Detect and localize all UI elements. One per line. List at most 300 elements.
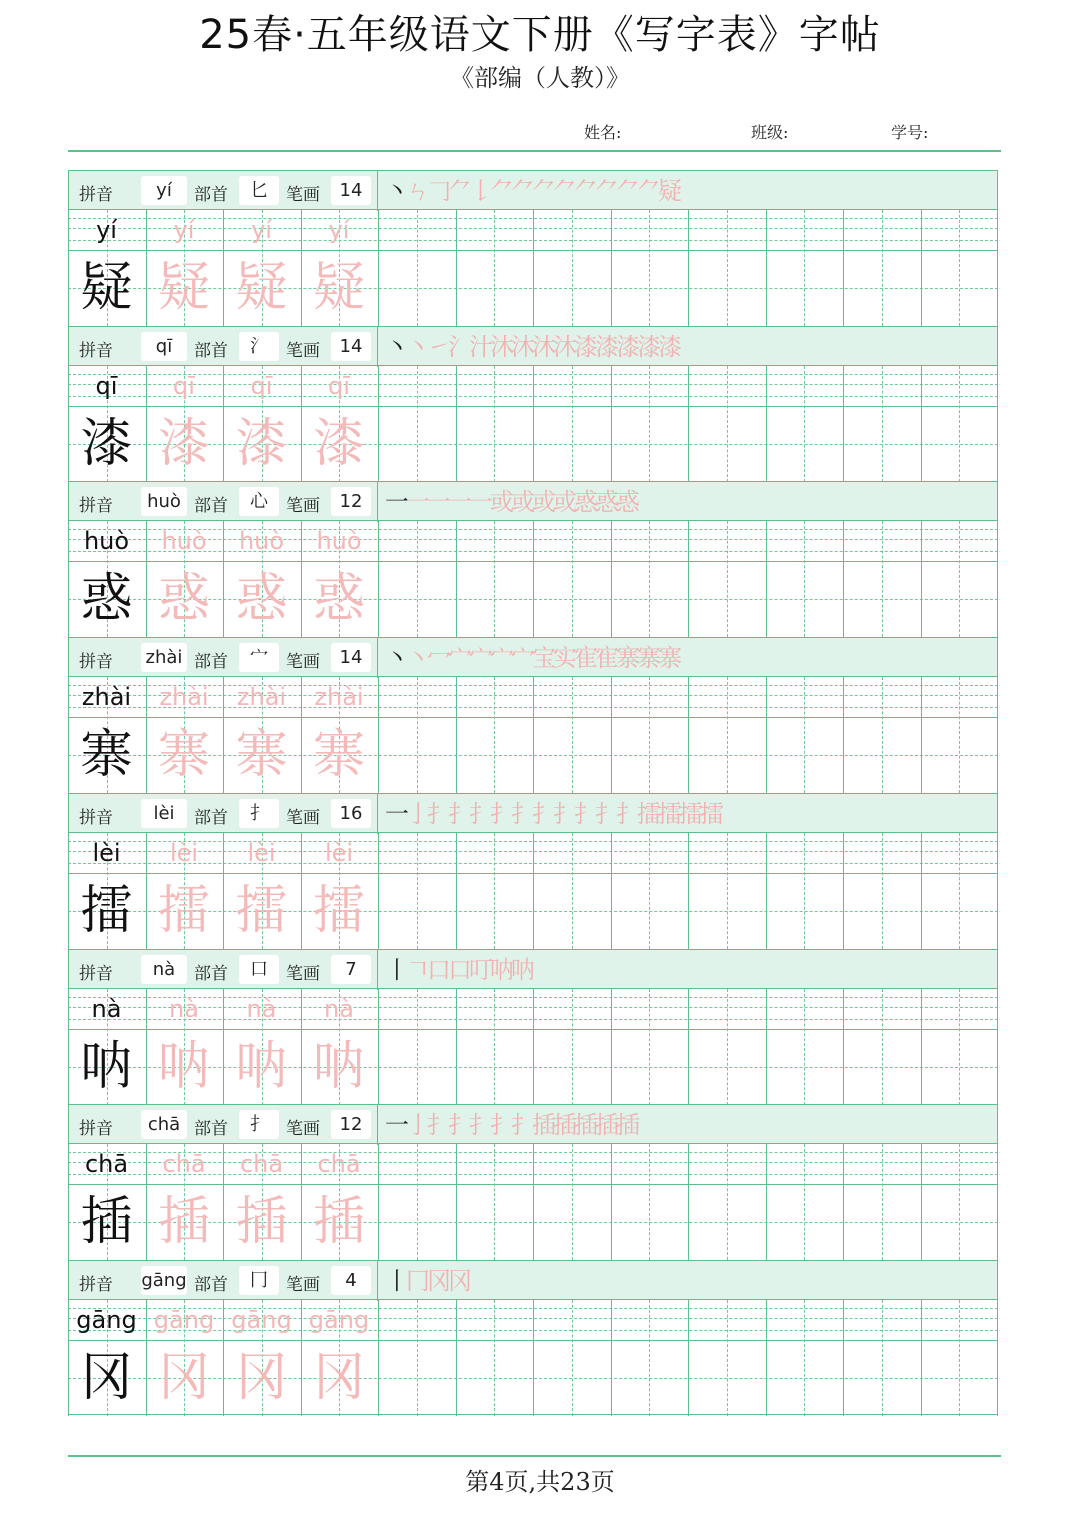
pinyin-value: lèi <box>141 799 187 828</box>
pinyin-model: zhài <box>81 683 132 712</box>
stroke-step: 或 <box>511 488 532 517</box>
writing-cell[interactable] <box>688 717 766 793</box>
character-trace: 疑 <box>312 258 365 318</box>
writing-cell[interactable] <box>766 873 844 949</box>
stroke-step: 寨 <box>658 644 679 673</box>
character-model: 冈 <box>80 1347 133 1408</box>
writing-cell[interactable] <box>921 250 999 326</box>
stroke-step: 𠃌 <box>427 177 448 205</box>
strokes-label: 笔画 <box>286 1274 320 1295</box>
writing-cell[interactable] <box>843 1029 921 1105</box>
writing-cell[interactable] <box>611 561 689 637</box>
character-model: 寨 <box>80 725 133 786</box>
writing-cell[interactable] <box>688 873 766 949</box>
stroke-step: 丶 <box>385 332 406 361</box>
stroke-step: 一 <box>385 488 406 517</box>
pinyin-label: 拼音 <box>79 963 113 984</box>
stroke-step: 插 <box>595 1111 616 1140</box>
page-title: 25春·五年级语文下册《写字表》字帖 <box>199 12 881 58</box>
stroke-step: 寨 <box>637 644 658 673</box>
strokes-label: 笔画 <box>286 340 320 361</box>
character-trace: 插 <box>312 1192 365 1253</box>
strokes-value: 12 <box>331 1110 371 1139</box>
stroke-step: 沐 <box>553 332 574 361</box>
character-trace: 寨 <box>312 725 365 786</box>
pinyin-trace: huò <box>161 527 207 556</box>
character-trace: 漆 <box>235 413 288 474</box>
stroke-step: 一 <box>427 488 448 517</box>
character-model: 呐 <box>80 1036 133 1097</box>
stroke-step: 宀 <box>490 644 511 673</box>
stroke-step: 扌 <box>448 1111 469 1140</box>
character-trace: 寨 <box>157 725 210 786</box>
radical-value: 宀 <box>239 643 279 672</box>
writing-cell[interactable] <box>456 406 534 482</box>
stroke-step: 寉 <box>595 644 616 673</box>
writing-cell[interactable] <box>456 1029 534 1105</box>
writing-cell[interactable] <box>921 561 999 637</box>
stroke-step: 一 <box>385 799 406 828</box>
writing-cell[interactable] <box>533 406 611 482</box>
radical-value: 心 <box>239 487 279 516</box>
character-trace: 漆 <box>312 413 365 474</box>
bottom-divider <box>68 1455 1001 1457</box>
writing-cell[interactable] <box>688 1029 766 1105</box>
character-model: 插 <box>80 1192 133 1253</box>
writing-cell[interactable] <box>611 406 689 482</box>
pinyin-model: qī <box>95 371 118 400</box>
writing-cell[interactable] <box>921 1340 999 1416</box>
stroke-order <box>385 1108 637 1142</box>
writing-cell[interactable] <box>688 406 766 482</box>
writing-cell[interactable] <box>378 250 456 326</box>
writing-cell[interactable] <box>766 406 844 482</box>
char-row <box>68 637 998 793</box>
radical-label: 部首 <box>194 1119 228 1140</box>
pinyin-trace: chā <box>162 1150 206 1179</box>
stroke-step: ㇀ <box>427 332 448 361</box>
pinyin-model: chā <box>84 1150 129 1179</box>
stroke-step: 漆 <box>595 332 616 361</box>
stroke-step: ⺈ <box>448 177 469 205</box>
stroke-step: 惑 <box>595 488 616 517</box>
writing-cell[interactable] <box>456 1340 534 1416</box>
writing-cell[interactable] <box>456 873 534 949</box>
writing-cell[interactable] <box>456 717 534 793</box>
number-field[interactable] <box>891 120 928 143</box>
character-trace: 冈 <box>312 1347 365 1408</box>
pinyin-label: 拼音 <box>79 1274 113 1295</box>
radical-label: 部首 <box>194 652 228 673</box>
writing-cell[interactable] <box>766 1184 844 1260</box>
stroke-step: 沐 <box>532 332 553 361</box>
character-trace: 呐 <box>157 1036 210 1097</box>
writing-cell[interactable] <box>843 873 921 949</box>
pinyin-trace: gāng <box>153 1305 215 1334</box>
page-subtitle: 《部编（人教）》 <box>450 64 630 92</box>
character-trace: 擂 <box>312 880 365 941</box>
character-model: 漆 <box>80 413 133 474</box>
row-header <box>68 637 998 677</box>
character-trace: 冈 <box>235 1347 288 1408</box>
pinyin-label: 拼音 <box>79 185 113 205</box>
pinyin-label: 拼音 <box>79 807 113 828</box>
strokes-value: 14 <box>331 176 371 205</box>
pinyin-trace: chā <box>317 1150 361 1179</box>
pinyin-trace: chā <box>239 1150 284 1179</box>
stroke-step: 沐 <box>511 332 532 361</box>
pinyin-label: 拼音 <box>79 340 113 361</box>
stroke-step: 一 <box>406 488 427 517</box>
stroke-step: 疑 <box>658 177 679 205</box>
stroke-step: 扌 <box>595 799 616 828</box>
writing-cell[interactable] <box>688 1340 766 1416</box>
character-model: 惑 <box>80 569 133 630</box>
row-header <box>68 326 998 366</box>
stroke-step: 口 <box>427 955 448 984</box>
char-row <box>68 1104 998 1260</box>
pinyin-trace: zhài <box>159 683 209 712</box>
strokes-label: 笔画 <box>286 185 320 205</box>
stroke-order <box>385 797 721 831</box>
pinyin-trace: yí <box>251 216 272 244</box>
stroke-step: 丶 <box>406 332 427 361</box>
pinyin-model: lèi <box>92 838 121 867</box>
writing-cell[interactable] <box>378 1029 456 1105</box>
pinyin-trace: huò <box>238 527 285 556</box>
stroke-step: 丶 <box>385 644 406 673</box>
strokes-label: 笔画 <box>286 963 320 984</box>
stroke-step: 亅 <box>406 1111 427 1140</box>
pinyin-value: zhài <box>141 643 187 672</box>
pinyin-trace: huò <box>316 527 362 556</box>
stroke-step: 扌 <box>490 1111 511 1140</box>
writing-cell[interactable] <box>533 873 611 949</box>
stroke-step: 扌 <box>616 799 637 828</box>
stroke-step: 冂 <box>406 1266 427 1295</box>
stroke-step: ⺈ <box>574 177 595 205</box>
character-trace: 插 <box>235 1192 288 1253</box>
row-header-info <box>69 1105 378 1145</box>
row-header-info <box>69 171 378 211</box>
stroke-step: 呐 <box>490 955 511 984</box>
pinyin-label: 拼音 <box>79 496 113 517</box>
stroke-step: 扌 <box>511 1111 532 1140</box>
stroke-step: 插 <box>574 1111 595 1140</box>
stroke-step: 惑 <box>616 488 637 517</box>
writing-cell[interactable] <box>766 250 844 326</box>
writing-cell[interactable] <box>378 1184 456 1260</box>
writing-cell[interactable] <box>611 1029 689 1105</box>
writing-cell[interactable] <box>921 1029 999 1105</box>
writing-cell[interactable] <box>921 406 999 482</box>
writing-cell[interactable] <box>921 873 999 949</box>
stroke-step: 一 <box>469 488 490 517</box>
stroke-order <box>385 485 637 519</box>
radical-value: 氵 <box>239 332 279 361</box>
character-trace: 呐 <box>235 1036 288 1097</box>
writing-cell[interactable] <box>611 1184 689 1260</box>
radical-label: 部首 <box>194 496 228 517</box>
stroke-step: 实 <box>553 644 574 673</box>
pinyin-trace: qī <box>328 371 350 400</box>
stroke-step: 插 <box>616 1111 637 1140</box>
writing-cell[interactable] <box>766 561 844 637</box>
pinyin-trace: yí <box>328 216 350 244</box>
radical-label: 部首 <box>194 963 228 984</box>
stroke-order <box>385 174 679 208</box>
writing-cell[interactable] <box>611 717 689 793</box>
practice-sheet <box>68 170 998 1416</box>
stroke-order <box>385 953 532 987</box>
stroke-step: 亅 <box>406 799 427 828</box>
pinyin-label: 拼音 <box>79 652 113 673</box>
writing-cell[interactable] <box>533 561 611 637</box>
stroke-step: 或 <box>532 488 553 517</box>
writing-cell[interactable] <box>688 250 766 326</box>
stroke-step: 擂 <box>700 799 721 828</box>
writing-cell[interactable] <box>611 873 689 949</box>
stroke-step: 宝 <box>532 644 553 673</box>
radical-label: 部首 <box>194 807 228 828</box>
writing-cell[interactable] <box>611 250 689 326</box>
character-trace: 漆 <box>157 413 210 474</box>
pinyin-trace: gāng <box>231 1305 292 1334</box>
writing-cell[interactable] <box>533 1029 611 1105</box>
stroke-step: 叮 <box>469 955 490 984</box>
strokes-value: 14 <box>331 332 371 361</box>
class-label: 班级: <box>751 123 789 142</box>
stroke-step: 漆 <box>574 332 595 361</box>
strokes-label: 笔画 <box>286 652 320 673</box>
strokes-label: 笔画 <box>286 496 320 517</box>
stroke-step: 寨 <box>616 644 637 673</box>
writing-cell[interactable] <box>378 717 456 793</box>
character-trace: 惑 <box>235 569 288 630</box>
stroke-step: 宀 <box>511 644 532 673</box>
writing-cell[interactable] <box>766 1340 844 1416</box>
pinyin-trace: lèi <box>324 838 354 867</box>
writing-cell[interactable] <box>921 1184 999 1260</box>
char-row <box>68 793 998 949</box>
pinyin-trace: qī <box>250 371 273 400</box>
pinyin-model: yí <box>96 216 117 244</box>
pinyin-trace: lèi <box>169 838 199 867</box>
radical-value: 扌 <box>239 1110 279 1139</box>
strokes-label: 笔画 <box>286 807 320 828</box>
stroke-step: 沐 <box>490 332 511 361</box>
class-field[interactable] <box>751 120 788 143</box>
character-trace: 疑 <box>157 258 210 318</box>
writing-cell[interactable] <box>766 1029 844 1105</box>
radical-value: 匕 <box>239 176 279 205</box>
stroke-step: 扌 <box>574 799 595 828</box>
stroke-step: 漆 <box>616 332 637 361</box>
radical-value: 口 <box>239 955 279 984</box>
writing-cell[interactable] <box>456 250 534 326</box>
pinyin-trace: nà <box>169 994 199 1023</box>
stroke-step: 擂 <box>679 799 700 828</box>
grid-line <box>68 1414 998 1415</box>
stroke-step: 扌 <box>427 1111 448 1140</box>
pinyin-model: nà <box>91 994 122 1023</box>
strokes-value: 14 <box>331 643 371 672</box>
strokes-value: 4 <box>331 1266 371 1295</box>
stroke-step: 擂 <box>658 799 679 828</box>
row-header <box>68 949 998 989</box>
character-trace: 擂 <box>157 880 210 941</box>
character-trace: 惑 <box>312 569 365 630</box>
stroke-step: 扌 <box>469 1111 490 1140</box>
stroke-step: 扌 <box>490 799 511 828</box>
pinyin-trace: lèi <box>247 838 276 867</box>
stroke-step: 𠃍 <box>406 955 427 984</box>
page-number: 第4页,共23页 <box>465 1468 615 1496</box>
stroke-step: 漆 <box>637 332 658 361</box>
character-trace: 寨 <box>235 725 288 786</box>
pinyin-value: yí <box>141 176 187 205</box>
row-header <box>68 793 998 833</box>
stroke-step: 扌 <box>511 799 532 828</box>
pinyin-value: nà <box>141 955 187 984</box>
stroke-step: ⺈ <box>553 177 574 205</box>
radical-label: 部首 <box>194 1274 228 1295</box>
stroke-step: 扌 <box>427 799 448 828</box>
stroke-step: 氵 <box>448 332 469 361</box>
radical-value: 扌 <box>239 799 279 828</box>
stroke-step: 惑 <box>574 488 595 517</box>
pinyin-value: huò <box>141 487 187 516</box>
writing-cell[interactable] <box>378 561 456 637</box>
stroke-step: 宀 <box>469 644 490 673</box>
stroke-order <box>385 641 679 675</box>
strokes-value: 7 <box>331 955 371 984</box>
top-divider <box>68 150 1001 152</box>
pinyin-label: 拼音 <box>79 1119 113 1140</box>
writing-cell[interactable] <box>843 717 921 793</box>
stroke-step: ⺈ <box>490 177 511 205</box>
name-label: 姓名: <box>584 123 622 142</box>
writing-cell[interactable] <box>378 1340 456 1416</box>
stroke-step: 扌 <box>469 799 490 828</box>
strokes-label: 笔画 <box>286 1119 320 1140</box>
writing-cell[interactable] <box>533 717 611 793</box>
stroke-step: 呐 <box>511 955 532 984</box>
stroke-step: 插 <box>532 1111 553 1140</box>
row-header <box>68 1104 998 1144</box>
stroke-step: 冖 <box>427 644 448 673</box>
writing-cell[interactable] <box>843 1340 921 1416</box>
stroke-step: ⺈ <box>616 177 637 205</box>
character-trace: 疑 <box>235 258 288 318</box>
row-header-info <box>69 638 378 678</box>
char-row <box>68 949 998 1105</box>
stroke-step: 寉 <box>574 644 595 673</box>
stroke-step: 丨 <box>385 955 406 984</box>
stroke-step: 汁 <box>469 332 490 361</box>
stroke-step: 或 <box>490 488 511 517</box>
stroke-step: 丨 <box>385 1266 406 1295</box>
number-label: 学号: <box>891 123 929 142</box>
stroke-step: 口 <box>448 955 469 984</box>
stroke-step: 丶 <box>385 177 406 205</box>
writing-cell[interactable] <box>378 873 456 949</box>
name-field[interactable] <box>584 120 621 143</box>
stroke-step: ⺈ <box>532 177 553 205</box>
writing-cell[interactable] <box>533 250 611 326</box>
writing-cell[interactable] <box>533 1340 611 1416</box>
pinyin-value: gāng <box>141 1266 187 1295</box>
writing-cell[interactable] <box>378 406 456 482</box>
pinyin-trace: gāng <box>308 1305 370 1334</box>
row-header <box>68 1260 998 1300</box>
stroke-step: 漆 <box>658 332 679 361</box>
row-header-info <box>69 482 378 522</box>
writing-cell[interactable] <box>456 561 534 637</box>
stroke-step: ⺈ <box>595 177 616 205</box>
pinyin-trace: zhài <box>236 683 287 712</box>
character-trace: 擂 <box>235 880 288 941</box>
stroke-step: ㄣ <box>406 177 427 205</box>
writing-cell[interactable] <box>766 717 844 793</box>
stroke-step: 一 <box>385 1111 406 1140</box>
stroke-step: 丶 <box>406 644 427 673</box>
stroke-step: ⺈ <box>511 177 532 205</box>
stroke-step: 冈 <box>427 1266 448 1295</box>
writing-cell[interactable] <box>843 250 921 326</box>
writing-cell[interactable] <box>843 406 921 482</box>
row-header <box>68 481 998 521</box>
char-row <box>68 481 998 637</box>
stroke-step: 插 <box>553 1111 574 1140</box>
writing-cell[interactable] <box>533 1184 611 1260</box>
stroke-step: 宀 <box>448 644 469 673</box>
pinyin-trace: nà <box>246 994 277 1023</box>
radical-value: 冂 <box>239 1266 279 1295</box>
writing-cell[interactable] <box>688 1184 766 1260</box>
pinyin-trace: qī <box>173 371 195 400</box>
writing-cell[interactable] <box>843 561 921 637</box>
character-trace: 插 <box>157 1192 210 1253</box>
writing-cell[interactable] <box>611 1340 689 1416</box>
stroke-step: 扌 <box>532 799 553 828</box>
row-header <box>68 170 998 210</box>
character-trace: 惑 <box>157 569 210 630</box>
row-header-info <box>69 950 378 990</box>
stroke-order <box>385 330 679 364</box>
row-header-info <box>69 1261 378 1301</box>
strokes-value: 12 <box>331 487 371 516</box>
writing-cell[interactable] <box>921 717 999 793</box>
pinyin-trace: zhài <box>314 683 364 712</box>
pinyin-trace: yí <box>173 216 195 244</box>
stroke-step: 扌 <box>553 799 574 828</box>
writing-cell[interactable] <box>843 1184 921 1260</box>
radical-label: 部首 <box>194 340 228 361</box>
stroke-step: 冈 <box>448 1266 469 1295</box>
pinyin-model: gāng <box>76 1305 137 1334</box>
character-trace: 呐 <box>312 1036 365 1097</box>
pinyin-trace: nà <box>324 994 354 1023</box>
radical-label: 部首 <box>194 185 228 205</box>
char-row <box>68 326 998 482</box>
char-row <box>68 170 998 326</box>
character-model: 疑 <box>80 258 133 318</box>
writing-cell[interactable] <box>688 561 766 637</box>
row-header-info <box>69 327 378 367</box>
strokes-value: 16 <box>331 799 371 828</box>
writing-cell[interactable] <box>456 1184 534 1260</box>
